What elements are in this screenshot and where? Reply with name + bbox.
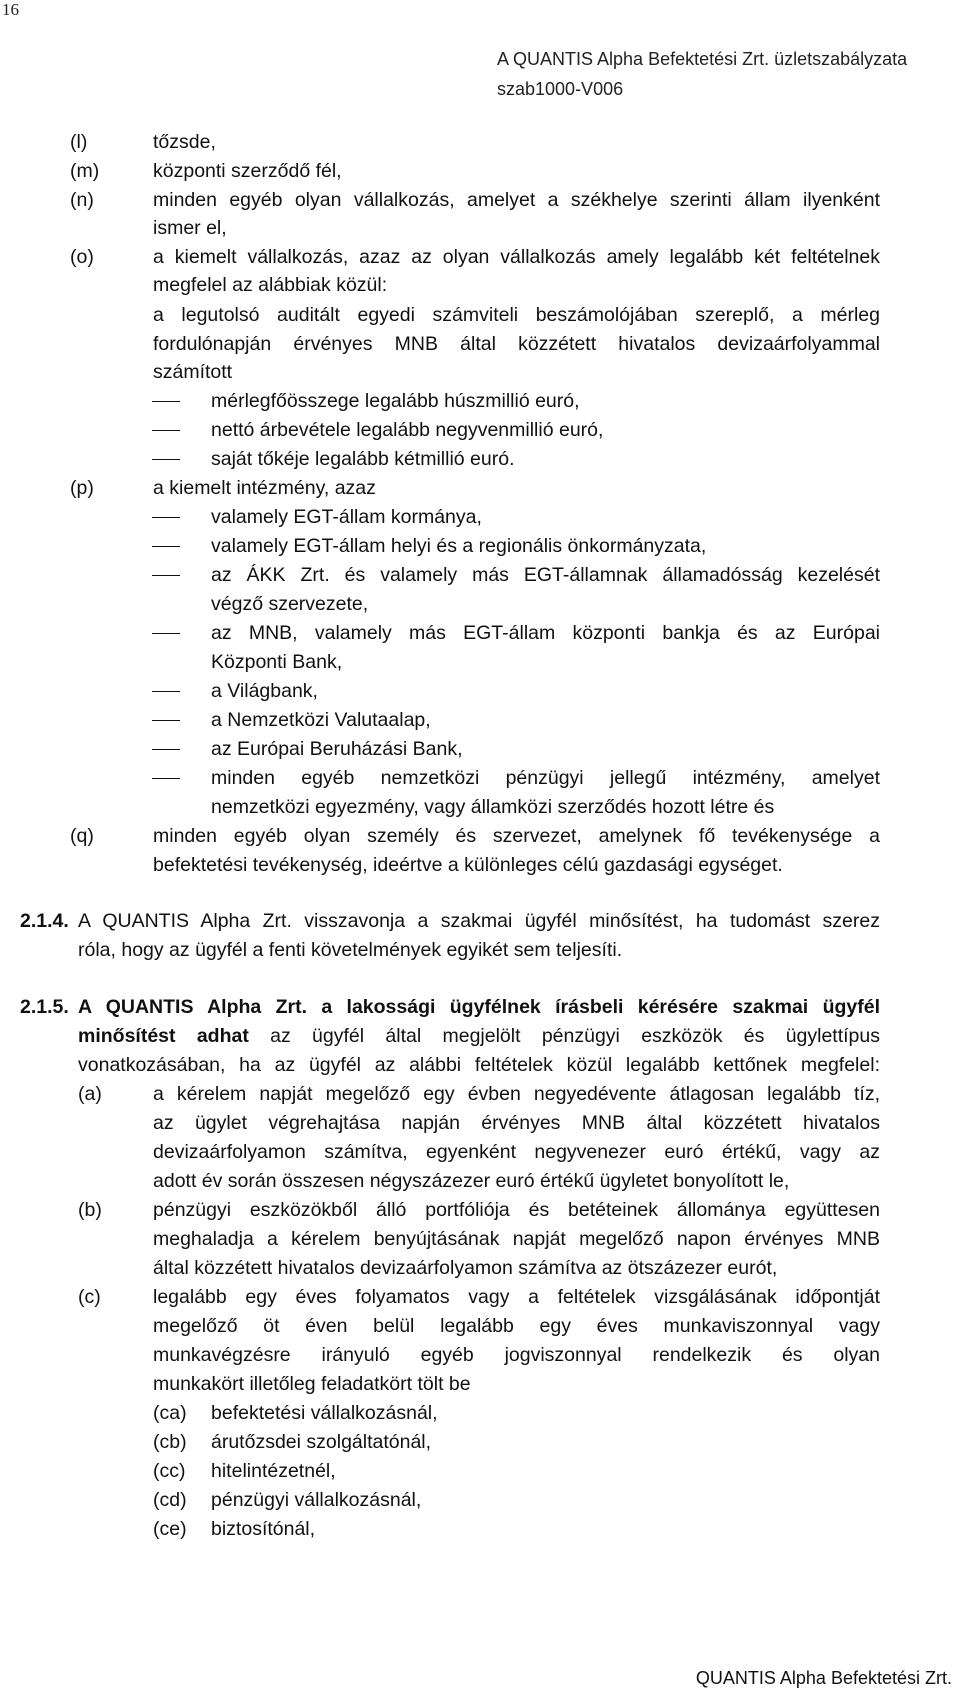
item-label-n: (n) xyxy=(70,189,94,211)
p-bullet-8-line1: minden egyéb nemzetközi pénzügyi jellegű intézmény, amelyet xyxy=(211,767,880,789)
sub-text-cb: árutőzsdei szolgáltatónál, xyxy=(211,1431,432,1453)
sub-label-ce: (ce) xyxy=(153,1518,187,1540)
page-number: 16 xyxy=(2,0,19,19)
item-text-o-line1: a kiemelt vállalkozás, azaz az olyan vállalkozás amely legalább két feltételnek xyxy=(153,246,880,268)
sub-label-cc: (cc) xyxy=(153,1460,186,1482)
section-2-1-5-line2-bold: minősítést adhat xyxy=(78,1025,249,1047)
item-text-m: központi szerződő fél, xyxy=(153,160,342,182)
bullet-dash xyxy=(152,401,180,402)
item-text-q-line1: minden egyéb olyan személy és szervezet, amelynek fő tevékenysége a xyxy=(153,825,880,847)
p-bullet-4-line1: az MNB, valamely más EGT-állam központi bankja és az Európai xyxy=(211,622,880,644)
section-2-1-5-line3: vonatkozásában, ha az ügyfél az alábbi feltételek közül legalább kettőnek megfelel: xyxy=(78,1054,880,1076)
document-footer: QUANTIS Alpha Befektetési Zrt. xyxy=(695,1668,952,1688)
sub-text-cc: hitelintézetnél, xyxy=(211,1460,336,1482)
bullet-dash xyxy=(152,633,180,634)
bullet-dash xyxy=(152,575,180,576)
item-text-o-line4: fordulónapján érvényes MNB által közzétett hivatalos devizaárfolyammal xyxy=(153,333,880,355)
cond-a-line1: a kérelem napját megelőző egy évben negyedévente átlagosan legalább tíz, xyxy=(153,1083,880,1105)
item-label-m: (m) xyxy=(70,160,100,182)
sub-label-cd: (cd) xyxy=(153,1489,187,1511)
cond-label-a: (a) xyxy=(78,1083,102,1105)
cond-a-line3: devizaárfolyamon számítva, egyenként negyvenezer euró értékű, vagy az xyxy=(153,1141,880,1163)
cond-label-b: (b) xyxy=(78,1199,102,1221)
item-text-o-line5: számított xyxy=(153,361,233,383)
section-2-1-5-line1: A QUANTIS Alpha Zrt. a lakossági ügyfélnek írásbeli kérésére szakmai ügyfél xyxy=(78,996,880,1018)
bullet-dash xyxy=(152,430,180,431)
item-text-n-line1: minden egyéb olyan vállalkozás, amelyet a székhelye szerinti állam ilyenként xyxy=(153,189,880,211)
section-2-1-4-line2: róla, hogy az ügyfél a fenti követelmények egyikét sem teljesíti. xyxy=(78,939,623,961)
sub-label-ca: (ca) xyxy=(153,1402,187,1424)
section-2-1-5-line2-rest: az ügyfél által megjelölt pénzügyi eszközök és ügylettípus xyxy=(248,1025,880,1047)
item-label-l: (l) xyxy=(70,131,88,153)
bullet-dash xyxy=(152,749,180,750)
bullet-dash xyxy=(152,778,180,779)
o-bullet-3: saját tőkéje legalább kétmillió euró. xyxy=(211,448,515,470)
cond-c-line3: munkavégzésre irányuló egyéb jogviszonnyal rendelkezik és olyan xyxy=(153,1344,880,1366)
cond-b-line1: pénzügyi eszközökből álló portfóliója és betéteinek állománya együttesen xyxy=(153,1199,880,1221)
p-bullet-3-line1: az ÁKK Zrt. és valamely más EGT-államnak államadósság kezelését xyxy=(211,564,880,586)
section-2-1-5-line2 xyxy=(78,1022,880,1050)
o-bullet-1: mérlegfőösszege legalább húszmillió euró, xyxy=(211,390,580,412)
section-number-2-1-4: 2.1.4. xyxy=(20,910,69,932)
bullet-dash xyxy=(152,720,180,721)
item-text-l: tőzsde, xyxy=(153,131,216,153)
item-text-p: a kiemelt intézmény, azaz xyxy=(153,477,376,499)
p-bullet-4-line2: Központi Bank, xyxy=(211,651,343,673)
sub-text-ca: befektetési vállalkozásnál, xyxy=(211,1402,438,1424)
item-text-n-line2: ismer el, xyxy=(153,217,227,239)
p-bullet-5: a Világbank, xyxy=(211,680,318,702)
bullet-dash xyxy=(152,517,180,518)
p-bullet-7: az Európai Beruházási Bank, xyxy=(211,738,463,760)
bullet-dash xyxy=(152,691,180,692)
cond-c-line2: megelőző öt éven belül legalább egy éves munkaviszonnyal vagy xyxy=(153,1315,880,1337)
item-text-o-line2: megfelel az alábbiak közül: xyxy=(153,274,388,296)
p-bullet-3-line2: végző szervezete, xyxy=(211,593,369,615)
item-label-p: (p) xyxy=(70,477,94,499)
cond-label-c: (c) xyxy=(78,1286,101,1308)
p-bullet-8-line2: nemzetközi egyezmény, vagy államközi szerződés hozott létre és xyxy=(211,796,775,818)
p-bullet-2: valamely EGT-állam helyi és a regionális önkormányzata, xyxy=(211,535,707,557)
p-bullet-1: valamely EGT-állam kormánya, xyxy=(211,506,482,528)
p-bullet-6: a Nemzetközi Valutaalap, xyxy=(211,709,431,731)
cond-c-line4: munkakört illetőleg feladatkört tölt be xyxy=(153,1373,471,1395)
section-2-1-4-line1: A QUANTIS Alpha Zrt. visszavonja a szakmai ügyfél minősítést, ha tudomást szerez xyxy=(78,910,880,932)
item-label-o: (o) xyxy=(70,246,94,268)
cond-a-line2: az ügylet végrehajtása napján érvényes MNB által közzétett hivatalos xyxy=(153,1112,880,1134)
item-text-o-line3: a legutolsó auditált egyedi számviteli beszámolójában szereplő, a mérleg xyxy=(153,304,880,326)
item-label-q: (q) xyxy=(70,825,94,847)
item-text-q-line2: befektetési tevékenység, ideértve a különleges célú gazdasági egységet. xyxy=(153,854,783,876)
section-number-2-1-5: 2.1.5. xyxy=(20,996,69,1018)
sub-text-ce: biztosítónál, xyxy=(211,1518,316,1540)
bullet-dash xyxy=(152,546,180,547)
cond-a-line4: adott év során összesen négyszázezer euró értékű ügyletet bonyolított le, xyxy=(153,1170,790,1192)
bullet-dash xyxy=(152,459,180,460)
o-bullet-2: nettó árbevétele legalább negyvenmillió euró, xyxy=(211,419,604,441)
header-code: szab1000-V006 xyxy=(497,79,624,99)
header-title: A QUANTIS Alpha Befektetési Zrt. üzletszabályzata xyxy=(497,49,908,69)
sub-label-cb: (cb) xyxy=(153,1431,187,1453)
cond-b-line2: meghaladja a kérelem benyújtásának napját megelőző napon érvényes MNB xyxy=(153,1228,880,1250)
cond-b-line3: által közzétett hivatalos devizaárfolyamon számítva az ötszázezer eurót, xyxy=(153,1257,778,1279)
sub-text-cd: pénzügyi vállalkozásnál, xyxy=(211,1489,422,1511)
cond-c-line1: legalább egy éves folyamatos vagy a feltételek vizsgálásának időpontját xyxy=(153,1286,880,1308)
